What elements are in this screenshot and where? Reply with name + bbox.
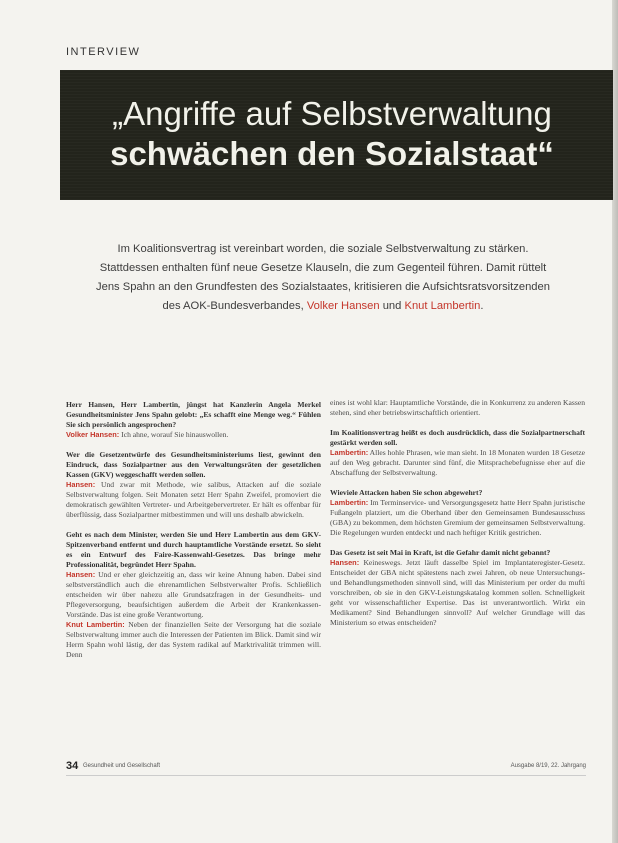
question-text: Wieviele Attacken haben Sie schon abgewehrt? [330, 488, 483, 497]
answer-text: Und zwar mit Methode, wie salibus, Attacken auf die soziale Selbstverwaltung folgen. Seit Monaten setzt Herr Spahn Zweifel, promoviert die demokratisch gewählten Vertreter- und Arbeitgebervertreter. Er hält es offenbar für überflüssig, dass Sozialpartner mitbestimmen und will uns deshalb abwickeln. [66, 480, 321, 519]
speaker-label: Hansen: [66, 480, 96, 489]
speaker-label: Hansen: [330, 558, 360, 567]
headline-line-2: schwächen den Sozialstaat“ [110, 135, 554, 172]
question-block [330, 488, 585, 538]
question-block [330, 428, 585, 478]
speaker-label: Knut Lambertin: [66, 620, 125, 629]
question-block [66, 450, 321, 520]
headline [62, 94, 602, 174]
question-block [66, 400, 321, 440]
answer-text: Im Terminservice- und Versorgungsgesetz hatte Herr Spahn juristische Fußangeln platziert, um die Oberhand über den Gemeinsamen Bundesausschuss (GBA) zu bekommen, dem höchsten Gremium der gemeinsamen Selbstverwaltung. Die Regelungen wurden entdeckt und nach heftiger Kritik gestrichen. [330, 498, 585, 537]
lead-end: . [480, 300, 484, 312]
left-column [66, 400, 321, 670]
continued-text [330, 398, 585, 418]
question-block [66, 530, 321, 660]
section-label: INTERVIEW [66, 46, 141, 58]
magazine-name: Gesundheit und Gesellschaft [83, 763, 161, 769]
answer-text: Neben der finanziellen Seite der Versorgung hat die soziale Selbstverwaltung immer auch die Interessen der Patienten im Blick. Damit sind wir Herrn Spahn wohl lästig, der das System radikal auf Marktrivalität trimmen will. Denn [66, 620, 322, 659]
answer-text: Ich ahne, worauf Sie hinauswollen. [121, 430, 229, 439]
lead-name-1: Volker Hansen [306, 300, 380, 312]
lead-name-2: Knut Lambertin [404, 300, 481, 312]
lead-text: Im Koalitionsvertrag ist vereinbart worden, die soziale Selbstverwaltung zu stärken. Stattdessen enthalten fünf neue Gesetze Klauseln, die zum Gegenteil führen. Damit rüttelt Jens Spahn an den Grundfesten des Sozialstaates, kritisieren die Aufsichtsratsvorsitzenden des AOK-Bundesverbandes, [96, 243, 550, 312]
answer-text: Alles hohle Phrasen, wie man sieht. In 18 Monaten wurden 18 Gesetze auf den Weg gebracht. Darunter sind fünf, die Mitsprachebefugnisse eher auf die Abschaffung der Selbstverwaltung. [330, 448, 585, 477]
answer-text: Und er eher gleichzeitig an, dass wir keine Ahnung haben. Dabei sind selbstverständlich auch die ehrenamtlichen Selbstverwalter Profis. Schließlich entscheiden wir über nahezu alle Grundsatzfragen in der Gesundheits- und Pflegeversorgung, beaufsichtigen außerdem die Arbeit der Krankenkassen-Vorstände. Das ist eine große Verantwortung. [66, 570, 321, 619]
answer-text: Keineswegs. Jetzt läuft dasselbe Spiel im Implantateregister-Gesetz. Entscheidet der GBA nicht spätestens nach zwei Jahren, ob neue Untersuchungs- und Behandlungsmethoden sinnvoll sind, will das Ministerium per order du mufti vorschreiben, ob sie in den GKV-Leistungskatalog kommen sollen. Schnelligkeit geht vor wissenschaftlicher Expertise. Das ist unverantwortlich. Wirkt ein Medikament? Sind Behandlungen sinnvoll? Auf welcher Grundlage will das Ministerium so etwas entscheiden? [330, 558, 586, 627]
page-footer [66, 760, 606, 774]
answer-text: eines ist wohl klar: Hauptamtliche Vorstände, die in Konkurrenz zu anderen Kassen stehen, sind eher betriebswirtschaftlich orientiert. [330, 398, 585, 417]
headline-line-1: „Angriffe auf Selbstverwaltung [112, 95, 552, 132]
page-number: 34 [66, 760, 79, 772]
question-text: Herr Hansen, Herr Lambertin, jüngst hat Kanzlerin Angela Merkel Gesundheitsminister Jens Spahn gelobt: „Es schafft eine Menge weg.“ Fühlen Sie sich persönlich angesprochen? [66, 400, 321, 429]
footer-divider [66, 775, 586, 776]
question-text: Wer die Gesetzentwürfe des Gesundheitsministeriums liest, gewinnt den Eindruck, dass Sozialpartner aus den Verwaltungsräten der gesetzlichen Kassen (GKV) weggeschafft werden sollen. [66, 450, 321, 479]
right-column [330, 398, 585, 638]
lead-connector: und [382, 300, 402, 312]
question-text: Im Koalitionsvertrag heißt es doch ausdrücklich, dass die Sozialpartnerschaft gestärkt werden soll. [330, 428, 585, 447]
lead-paragraph [88, 240, 558, 316]
question-text: Das Gesetz ist seit Mai in Kraft, ist die Gefahr damit nicht gebannt? [330, 548, 551, 557]
speaker-label: Lambertin: [330, 448, 369, 457]
issue-info: Ausgabe 8/19, 22. Jahrgang [510, 763, 586, 769]
speaker-label: Lambertin: [330, 498, 369, 507]
question-block [330, 548, 585, 628]
speaker-label: Volker Hansen: [66, 430, 120, 439]
speaker-label: Hansen: [66, 570, 96, 579]
question-text: Geht es nach dem Minister, werden Sie und Herr Lambertin aus dem GKV-Spitzenverband entfernt und durch hauptamtliche Vorstände ersetzt. So sieht es ein Entwurf des Faire-Kassenwahl-Gesetzes. Das bringe mehr Professionalität, begründet Herr Spahn. [66, 530, 321, 569]
